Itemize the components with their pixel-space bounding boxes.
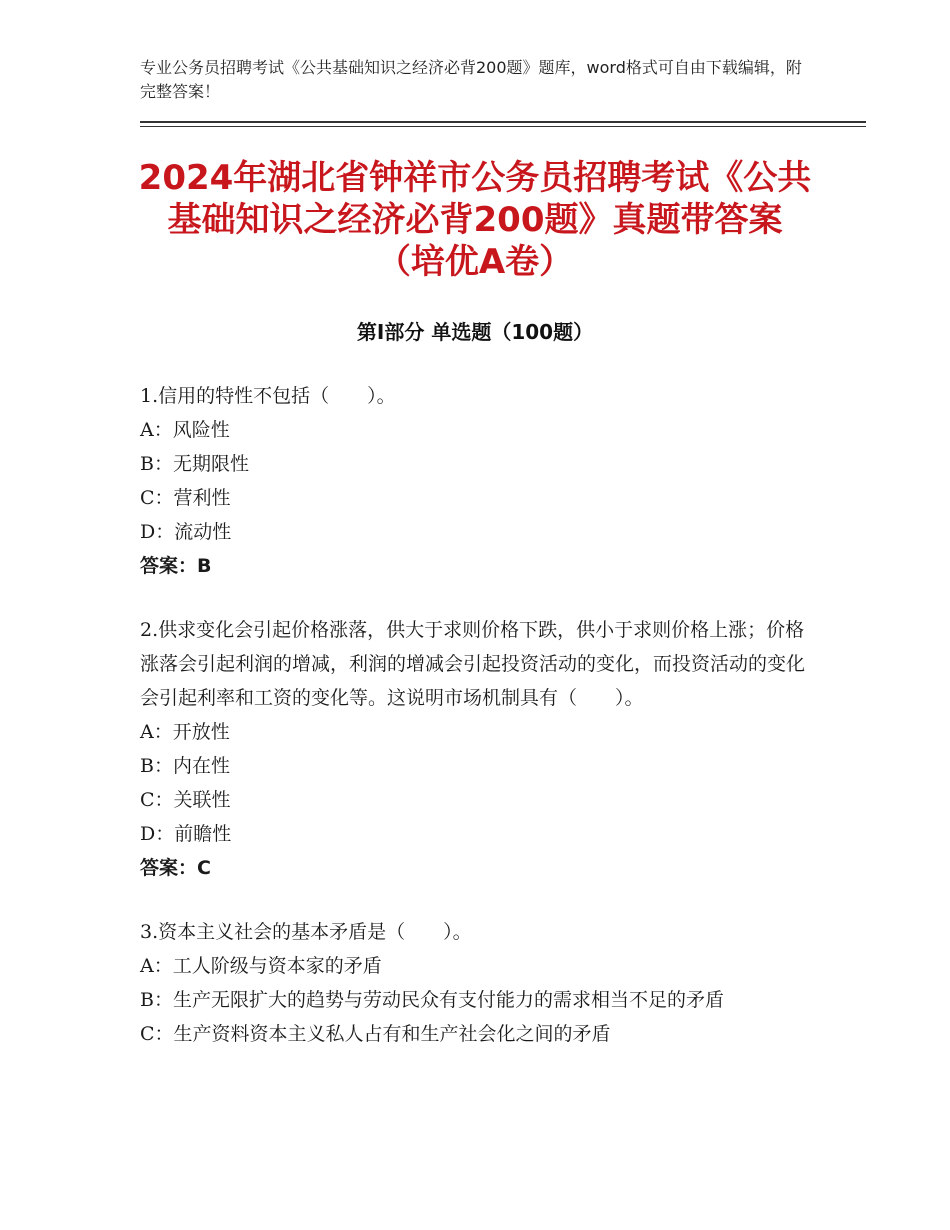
- question-1: [140, 379, 820, 583]
- question-3: [140, 915, 820, 1051]
- option-d: D：前瞻性: [140, 823, 232, 845]
- title-line-3: （培优A卷）: [376, 242, 574, 282]
- option-a: A：工人阶级与资本家的矛盾: [140, 955, 382, 977]
- option-c: C：关联性: [140, 789, 231, 811]
- option-c: C：生产资料资本主义私人占有和生产社会化之间的矛盾: [140, 1023, 611, 1045]
- header-divider-thick: [140, 121, 866, 123]
- question-stem: 1.信用的特性不包括（ ）。: [140, 385, 396, 407]
- question-list: [140, 379, 820, 1081]
- option-a: A：开放性: [140, 721, 230, 743]
- question-stem: 3.资本主义社会的基本矛盾是（ ）。: [140, 921, 472, 943]
- title-line-1: 2024年湖北省钟祥市公务员招聘考试《公共: [138, 158, 812, 198]
- header-note: 专业公务员招聘考试《公共基础知识之经济必背200题》题库，word格式可自由下载编辑，附完整答案！: [140, 58, 802, 101]
- section-title: 第Ⅰ部分 单选题（100题）: [356, 320, 594, 344]
- document-title: [100, 157, 850, 283]
- answer: 答案：B: [140, 555, 212, 577]
- header-divider-thin: [140, 126, 866, 127]
- answer: 答案：C: [140, 857, 211, 879]
- question-stem: 2.供求变化会引起价格涨落，供大于求则价格下跌，供小于求则价格上涨；价格涨落会引起利润的增减，利润的增减会引起投资活动的变化，而投资活动的变化会引起利率和工资的变化等。这说明市场机制具有（ ）。: [140, 619, 806, 709]
- option-b: B：生产无限扩大的趋势与劳动民众有支付能力的需求相当不足的矛盾: [140, 989, 724, 1011]
- option-a: A：风险性: [140, 419, 230, 441]
- option-c: C：营利性: [140, 487, 231, 509]
- question-2: [140, 613, 820, 885]
- option-b: B：无期限性: [140, 453, 249, 475]
- option-b: B：内在性: [140, 755, 230, 777]
- title-line-2: 基础知识之经济必背200题》真题带答案: [167, 200, 783, 240]
- option-d: D：流动性: [140, 521, 232, 543]
